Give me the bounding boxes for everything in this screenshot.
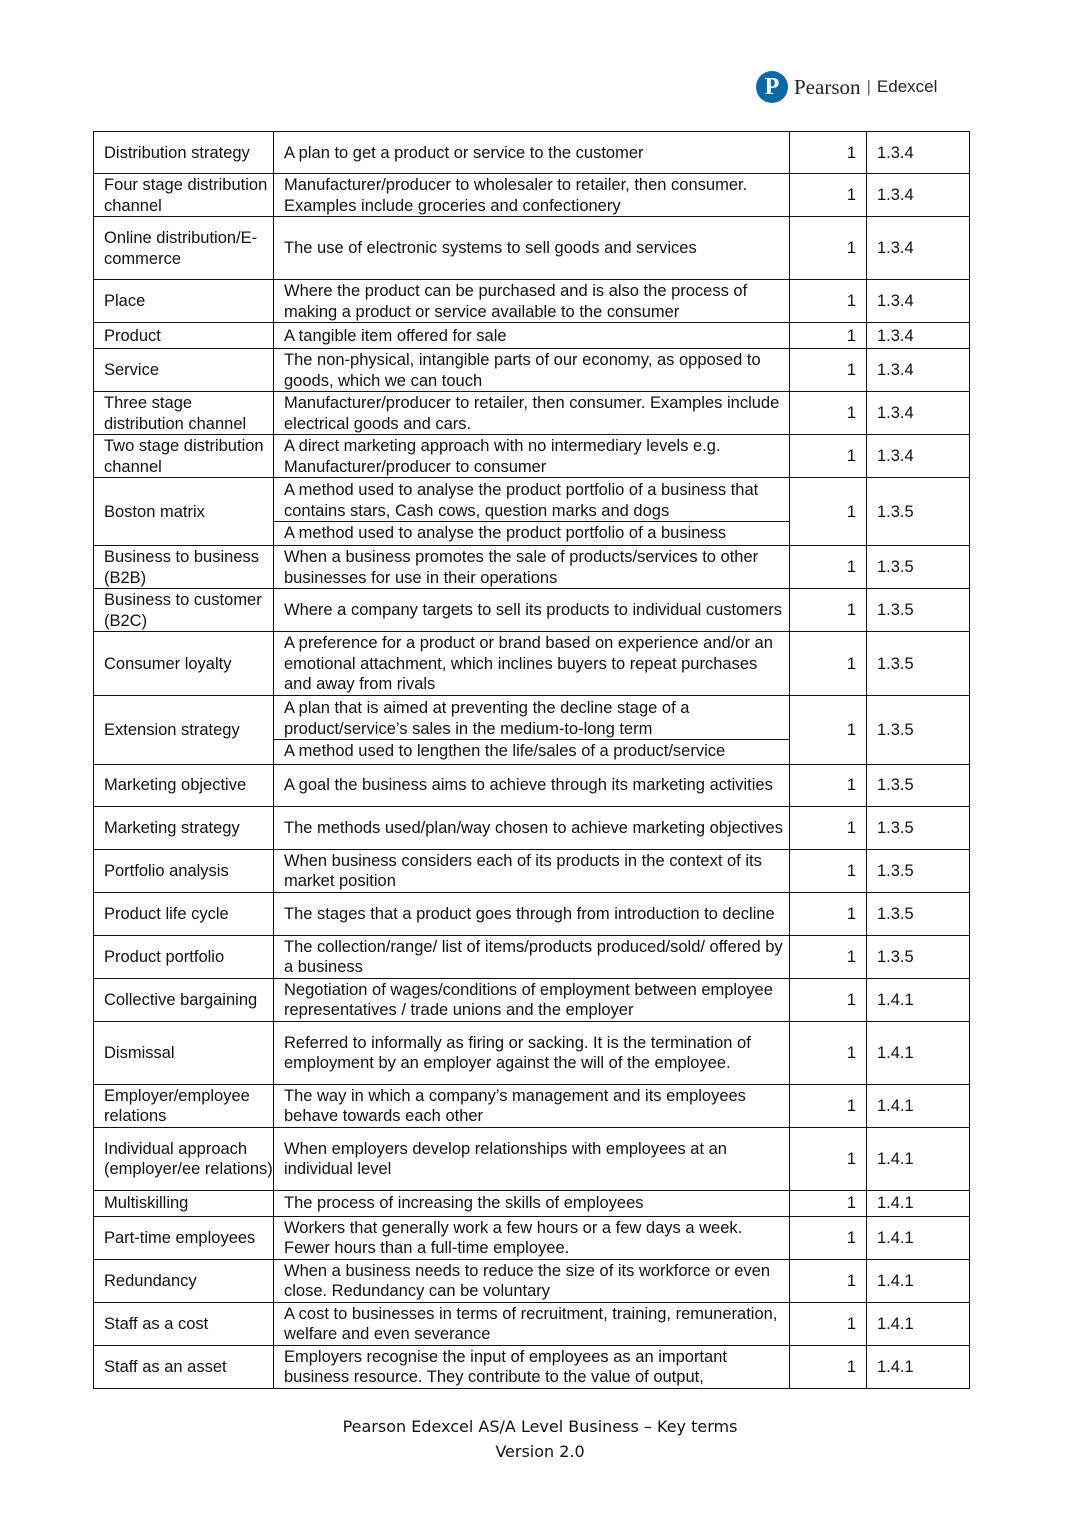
table-row: [94, 132, 970, 174]
marks-cell: 1: [790, 978, 867, 1021]
term-cell: Dismissal: [94, 1021, 274, 1084]
definition-cell: Manufacturer/producer to retailer, then consumer. Examples include electrical goods and cars.: [274, 392, 790, 435]
marks-cell: 1: [790, 132, 867, 174]
definition-cell: Where the product can be purchased and is also the process of making a product or service available to the consumer: [274, 280, 790, 323]
term-cell: Distribution strategy: [94, 132, 274, 174]
term-cell: Employer/employee relations: [94, 1084, 274, 1127]
table-row: [94, 217, 970, 280]
definition-text: A method used to lengthen the life/sales of a product/service: [274, 739, 789, 762]
reference-cell: 1.3.4: [867, 280, 970, 323]
reference-cell: 1.4.1: [867, 1127, 970, 1190]
reference-cell: 1.3.5: [867, 849, 970, 892]
term-cell: Extension strategy: [94, 695, 274, 764]
definition-cell: When a business needs to reduce the size of its workforce or even close. Redundancy can be voluntary: [274, 1259, 790, 1302]
definition-cell: The use of electronic systems to sell goods and services: [274, 217, 790, 280]
term-cell: Marketing strategy: [94, 806, 274, 849]
table-row: [94, 1302, 970, 1345]
reference-cell: 1.4.1: [867, 1259, 970, 1302]
table-row: [94, 349, 970, 392]
marks-cell: 1: [790, 1345, 867, 1388]
table-row: [94, 806, 970, 849]
reference-cell: 1.3.4: [867, 174, 970, 217]
marks-cell: 1: [790, 1084, 867, 1127]
definition-text: A method used to analyse the product portfolio of a business that contains stars, Cash cows, question marks and dogs: [284, 481, 759, 520]
definition-cell: When business considers each of its products in the context of its market position: [274, 849, 790, 892]
definition-cell: The process of increasing the skills of employees: [274, 1190, 790, 1216]
reference-cell: 1.3.5: [867, 546, 970, 589]
footer-version: Version 2.0: [495, 1442, 585, 1461]
table-row: [94, 174, 970, 217]
reference-cell: 1.4.1: [867, 1302, 970, 1345]
term-cell: Portfolio analysis: [94, 849, 274, 892]
brand-separator: |: [866, 77, 871, 96]
reference-cell: 1.3.5: [867, 695, 970, 764]
table-row: [94, 323, 970, 349]
definition-cell: Manufacturer/producer to wholesaler to retailer, then consumer. Examples include groceries and confectionery: [274, 174, 790, 217]
term-cell: Product life cycle: [94, 892, 274, 935]
reference-cell: 1.3.5: [867, 632, 970, 696]
table-row: [94, 392, 970, 435]
definition-cell: Employers recognise the input of employees as an important business resource. They contribute to the value of output,: [274, 1345, 790, 1388]
marks-cell: 1: [790, 478, 867, 546]
definition-cell: When a business promotes the sale of products/services to other businesses for use in their operations: [274, 546, 790, 589]
sub-brand-name: Edexcel: [876, 77, 938, 96]
reference-cell: 1.3.4: [867, 217, 970, 280]
term-cell: Online distribution/E-commerce: [94, 217, 274, 280]
marks-cell: 1: [790, 1127, 867, 1190]
marks-cell: 1: [790, 764, 867, 806]
brand-name: Pearson: [794, 74, 861, 99]
reference-cell: 1.4.1: [867, 1021, 970, 1084]
definition-cell: A preference for a product or brand based on experience and/or an emotional attachment, which inclines buyers to repeat purchases and away from rivals: [274, 632, 790, 696]
table-row: [94, 1084, 970, 1127]
pearson-edexcel-logo: [756, 70, 937, 104]
table-row: [94, 892, 970, 935]
reference-cell: 1.4.1: [867, 1345, 970, 1388]
term-cell: Business to business (B2B): [94, 546, 274, 589]
marks-cell: 1: [790, 392, 867, 435]
pearson-logo-icon: P: [756, 71, 788, 103]
marks-cell: 1: [790, 695, 867, 764]
table-row: [94, 478, 970, 546]
marks-cell: 1: [790, 632, 867, 696]
definition-cell: The non-physical, intangible parts of our economy, as opposed to goods, which we can touch: [274, 349, 790, 392]
definition-cell: A goal the business aims to achieve through its marketing activities: [274, 764, 790, 806]
term-cell: Consumer loyalty: [94, 632, 274, 696]
marks-cell: 1: [790, 323, 867, 349]
reference-cell: 1.4.1: [867, 1190, 970, 1216]
term-cell: Redundancy: [94, 1259, 274, 1302]
marks-cell: 1: [790, 589, 867, 632]
table-row: [94, 632, 970, 696]
reference-cell: 1.3.5: [867, 764, 970, 806]
footer-title: Pearson Edexcel AS/A Level Business – Key terms: [342, 1417, 738, 1436]
marks-cell: 1: [790, 806, 867, 849]
term-cell: Two stage distribution channel: [94, 435, 274, 478]
reference-cell: 1.3.4: [867, 435, 970, 478]
term-cell: Marketing objective: [94, 764, 274, 806]
marks-cell: 1: [790, 849, 867, 892]
definition-cell: A direct marketing approach with no intermediary levels e.g. Manufacturer/producer to consumer: [274, 435, 790, 478]
reference-cell: 1.3.5: [867, 806, 970, 849]
table-row: [94, 1190, 970, 1216]
definition-cell: The stages that a product goes through from introduction to decline: [274, 892, 790, 935]
term-cell: Staff as an asset: [94, 1345, 274, 1388]
table-row: [94, 764, 970, 806]
reference-cell: 1.4.1: [867, 1216, 970, 1259]
definition-cell: The methods used/plan/way chosen to achieve marketing objectives: [274, 806, 790, 849]
term-cell: Staff as a cost: [94, 1302, 274, 1345]
term-cell: Business to customer (B2C): [94, 589, 274, 632]
marks-cell: 1: [790, 349, 867, 392]
table-row: [94, 1345, 970, 1388]
marks-cell: 1: [790, 1216, 867, 1259]
term-cell: Place: [94, 280, 274, 323]
marks-cell: 1: [790, 935, 867, 978]
key-terms-table: [93, 131, 970, 1389]
reference-cell: 1.3.5: [867, 478, 970, 546]
definition-cell: Where a company targets to sell its products to individual customers: [274, 589, 790, 632]
table-row: [94, 849, 970, 892]
term-cell: Product: [94, 323, 274, 349]
term-cell: Individual approach (employer/ee relations): [94, 1127, 274, 1190]
reference-cell: 1.3.5: [867, 935, 970, 978]
reference-cell: 1.3.4: [867, 349, 970, 392]
table-row: [94, 589, 970, 632]
term-cell: Three stage distribution channel: [94, 392, 274, 435]
key-terms-body: [94, 132, 970, 1389]
table-row: [94, 546, 970, 589]
table-row: [94, 1259, 970, 1302]
reference-cell: 1.3.4: [867, 132, 970, 174]
marks-cell: 1: [790, 546, 867, 589]
marks-cell: 1: [790, 1190, 867, 1216]
reference-cell: 1.3.5: [867, 892, 970, 935]
table-row: [94, 1021, 970, 1084]
marks-cell: 1: [790, 174, 867, 217]
term-cell: Collective bargaining: [94, 978, 274, 1021]
term-cell: Service: [94, 349, 274, 392]
definition-cell: The collection/range/ list of items/products produced/sold/ offered by a business: [274, 935, 790, 978]
reference-cell: 1.4.1: [867, 978, 970, 1021]
marks-cell: 1: [790, 1021, 867, 1084]
table-row: [94, 1127, 970, 1190]
table-row: [94, 935, 970, 978]
page-footer: [0, 1414, 1080, 1464]
table-row: [94, 1216, 970, 1259]
definition-text: A method used to analyse the product portfolio of a business: [274, 521, 789, 544]
marks-cell: 1: [790, 280, 867, 323]
definition-cell: The way in which a company’s management and its employees behave towards each other: [274, 1084, 790, 1127]
marks-cell: 1: [790, 217, 867, 280]
reference-cell: 1.3.4: [867, 323, 970, 349]
term-cell: Boston matrix: [94, 478, 274, 546]
definition-cell: Referred to informally as firing or sacking. It is the termination of employment by an employer against the will of the employee.: [274, 1021, 790, 1084]
marks-cell: 1: [790, 892, 867, 935]
marks-cell: 1: [790, 435, 867, 478]
marks-cell: 1: [790, 1302, 867, 1345]
table-row: [94, 280, 970, 323]
definition-cell: Negotiation of wages/conditions of employment between employee representatives / trade unions and the employer: [274, 978, 790, 1021]
term-cell: Part-time employees: [94, 1216, 274, 1259]
marks-cell: 1: [790, 1259, 867, 1302]
table-row: [94, 978, 970, 1021]
reference-cell: 1.3.4: [867, 392, 970, 435]
term-cell: Product portfolio: [94, 935, 274, 978]
definition-cell: Workers that generally work a few hours or a few days a week. Fewer hours than a full-time employee.: [274, 1216, 790, 1259]
definition-cell: [274, 478, 790, 546]
table-row: [94, 435, 970, 478]
definition-cell: A tangible item offered for sale: [274, 323, 790, 349]
definition-cell: When employers develop relationships with employees at an individual level: [274, 1127, 790, 1190]
definition-text: A plan that is aimed at preventing the decline stage of a product/service’s sales in the medium-to-long term: [284, 699, 690, 738]
table-row: [94, 695, 970, 764]
definition-cell: A plan to get a product or service to the customer: [274, 132, 790, 174]
definition-cell: [274, 695, 790, 764]
reference-cell: 1.3.5: [867, 589, 970, 632]
term-cell: Multiskilling: [94, 1190, 274, 1216]
reference-cell: 1.4.1: [867, 1084, 970, 1127]
definition-cell: A cost to businesses in terms of recruitment, training, remuneration, welfare and even severance: [274, 1302, 790, 1345]
term-cell: Four stage distribution channel: [94, 174, 274, 217]
